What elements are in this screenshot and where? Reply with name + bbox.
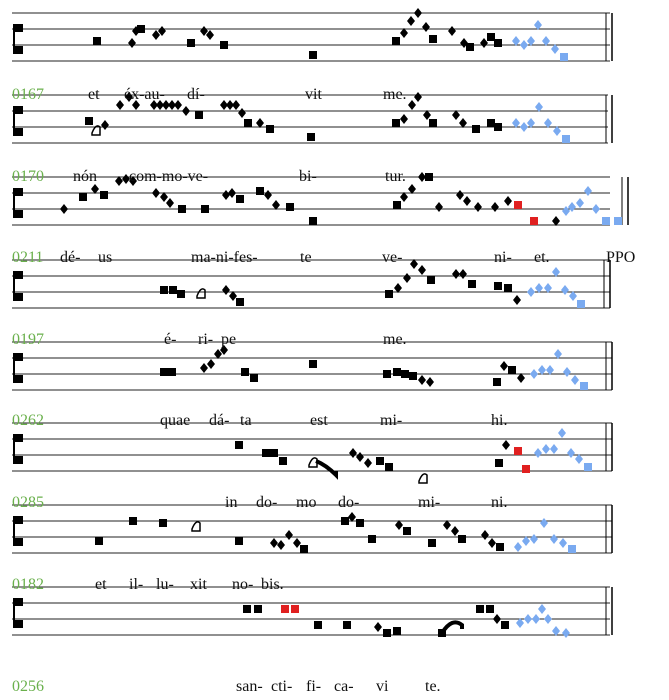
- rhombus-note: [532, 614, 540, 624]
- punctum-note: [241, 368, 249, 376]
- punctum-note: [160, 286, 168, 294]
- punctum-note: [95, 537, 103, 545]
- punctum-note: [368, 535, 376, 543]
- lyric-syllable: vit: [305, 86, 322, 103]
- lyric-syllable: et: [88, 86, 100, 103]
- c-clef-icon: [14, 189, 22, 217]
- punctum-note: [493, 378, 501, 386]
- lyric-syllable: tur.: [385, 168, 406, 185]
- punctum-note: [270, 449, 278, 457]
- rhombus-note: [520, 122, 528, 132]
- rhombus-note: [530, 534, 538, 544]
- rhombus-note: [166, 198, 174, 208]
- rhombus-note: [200, 363, 208, 373]
- punctum-note: [169, 286, 177, 294]
- punctum-note: [560, 53, 568, 61]
- c-clef-icon: [14, 107, 22, 135]
- lyric-syllable: lu-: [156, 576, 174, 593]
- punctum-note: [530, 217, 538, 225]
- system-label: 0211: [12, 249, 44, 266]
- rhombus-note: [418, 265, 426, 275]
- punctum-note: [85, 117, 93, 125]
- punctum-note: [343, 621, 351, 629]
- rhombus-note: [414, 92, 422, 102]
- punctum-note: [568, 545, 576, 553]
- punctum-note: [356, 519, 364, 527]
- rhombus-note: [349, 448, 357, 458]
- system-label: 0197: [12, 331, 44, 348]
- c-clef-icon: [14, 25, 22, 53]
- punctum-note: [177, 290, 185, 298]
- rhombus-note: [504, 196, 512, 206]
- lyric-syllable: me.: [383, 86, 407, 103]
- punctum-note: [429, 119, 437, 127]
- rhombus-note: [563, 367, 571, 377]
- lyric-syllable: do-: [338, 494, 360, 511]
- lyric-syllable: ri-: [198, 331, 214, 348]
- rhombus-note: [514, 542, 522, 552]
- punctum-note: [494, 39, 502, 47]
- rhombus-note: [174, 100, 182, 110]
- lyric-syllable: xit: [190, 576, 207, 593]
- lyric-syllable: mo: [296, 494, 317, 511]
- lyric-syllable: il-: [129, 576, 144, 593]
- punctum-note: [428, 539, 436, 547]
- punctum-note: [584, 463, 592, 471]
- lyric-syllable: ni.: [491, 494, 508, 511]
- oriscus-note: [192, 522, 200, 531]
- punctum-note: [385, 290, 393, 298]
- rhombus-note: [400, 114, 408, 124]
- punctum-note: [314, 621, 322, 629]
- rhombus-note: [530, 369, 538, 379]
- rhombus-note: [558, 428, 566, 438]
- rhombus-note: [534, 448, 542, 458]
- punctum-note: [562, 135, 570, 143]
- lyric-syllable: ve-: [382, 249, 403, 266]
- punctum-note: [496, 543, 504, 551]
- system-label: 0285: [12, 494, 44, 511]
- rhombus-note: [562, 628, 570, 638]
- rhombus-note: [524, 614, 532, 624]
- punctum-note: [281, 605, 289, 613]
- punctum-note: [494, 123, 502, 131]
- punctum-note: [580, 382, 588, 390]
- punctum-note: [195, 111, 203, 119]
- rhombus-note: [456, 190, 464, 200]
- lyric-syllable: dá-: [209, 412, 230, 429]
- rhombus-note: [559, 538, 567, 548]
- punctum-note: [476, 605, 484, 613]
- rhombus-note: [414, 8, 422, 18]
- punctum-note: [392, 119, 400, 127]
- rhombus-note: [567, 448, 575, 458]
- lyric-syllable: cti-: [271, 678, 293, 695]
- rhombus-note: [463, 196, 471, 206]
- lyric-syllable: et: [95, 576, 107, 593]
- lyric-syllable: me.: [383, 331, 407, 348]
- punctum-note: [494, 282, 502, 290]
- lyric-syllable: san-: [236, 678, 263, 695]
- punctum-note: [487, 119, 495, 127]
- punctum-note: [178, 205, 186, 213]
- lyric-syllable: nón: [73, 168, 97, 185]
- c-clef-icon: [14, 435, 22, 463]
- rhombus-note: [128, 38, 136, 48]
- rhombus-note: [285, 530, 293, 540]
- punctum-note: [514, 201, 522, 209]
- punctum-note: [262, 449, 270, 457]
- punctum-note: [244, 119, 252, 127]
- punctum-note: [235, 537, 243, 545]
- system-label: 0256: [12, 678, 44, 695]
- punctum-note: [429, 35, 437, 43]
- rhombus-note: [527, 287, 535, 297]
- rhombus-note: [493, 614, 501, 624]
- rhombus-note: [502, 440, 510, 450]
- punctum-note: [129, 517, 137, 525]
- rhombus-note: [60, 204, 68, 214]
- rhombus-note: [520, 40, 528, 50]
- punctum-note: [458, 535, 466, 543]
- rhombus-note: [550, 534, 558, 544]
- lyric-syllable: us: [98, 249, 113, 266]
- punctum-note: [495, 459, 503, 467]
- punctum-note: [79, 193, 87, 201]
- punctum-note: [393, 368, 401, 376]
- punctum-note: [341, 517, 349, 525]
- lyric-syllable: bis.: [261, 576, 284, 593]
- rhombus-note: [403, 273, 411, 283]
- c-clef-icon: [14, 354, 22, 382]
- rhombus-note: [561, 285, 569, 295]
- punctum-note: [392, 37, 400, 45]
- c-clef-icon: [14, 599, 22, 627]
- system-label: 0262: [12, 412, 44, 429]
- lyric-syllable: é-: [164, 331, 177, 348]
- rhombus-note: [264, 190, 272, 200]
- lyric-syllable: in: [225, 494, 238, 511]
- punctum-note: [486, 605, 494, 613]
- punctum-note: [235, 441, 243, 449]
- punctum-note: [468, 280, 476, 288]
- lyric-syllable: te: [300, 249, 312, 266]
- rhombus-note: [488, 538, 496, 548]
- rhombus-note: [356, 452, 364, 462]
- rhombus-note: [422, 22, 430, 32]
- punctum-note: [243, 605, 251, 613]
- punctum-note: [504, 284, 512, 292]
- rhombus-note: [435, 202, 443, 212]
- lyric-syllable: ni-: [494, 249, 512, 266]
- ligature-stroke: [316, 461, 336, 475]
- punctum-note: [137, 25, 145, 33]
- punctum-note: [383, 370, 391, 378]
- rhombus-note: [480, 38, 488, 48]
- lyric-syllable: fi-: [306, 678, 322, 695]
- rhombus-note: [407, 16, 415, 26]
- rhombus-note: [364, 458, 372, 468]
- rhombus-note: [374, 622, 382, 632]
- rhombus-note: [500, 361, 508, 371]
- lyric-syllable: éx-au-: [124, 86, 165, 103]
- rhombus-note: [542, 444, 550, 454]
- rhombus-note: [116, 100, 124, 110]
- rhombus-note: [228, 188, 236, 198]
- lyric-syllable: ma-ni-fes-: [191, 249, 258, 266]
- punctum-note: [385, 463, 393, 471]
- rhombus-note: [408, 100, 416, 110]
- rhombus-note: [222, 190, 230, 200]
- lyric-syllable: bi-: [299, 168, 317, 185]
- system-label: 0170: [12, 168, 44, 185]
- rhombus-note: [584, 186, 592, 196]
- punctum-note: [307, 133, 315, 141]
- punctum-note: [291, 605, 299, 613]
- rhombus-note: [459, 269, 467, 279]
- punctum-note: [393, 627, 401, 635]
- rhombus-note: [448, 26, 456, 36]
- punctum-note: [300, 545, 308, 553]
- punctum-note: [256, 187, 264, 195]
- punctum-note: [236, 298, 244, 306]
- punctum-note: [614, 217, 622, 225]
- punctum-note: [279, 457, 287, 465]
- punctum-note: [220, 41, 228, 49]
- lyric-syllable: mi-: [418, 494, 441, 511]
- lyric-syllable: ta: [240, 412, 252, 429]
- rhombus-note: [232, 100, 240, 110]
- c-clef-icon: [14, 272, 22, 300]
- punctum-note: [501, 621, 509, 629]
- oriscus-note: [197, 289, 205, 298]
- rhombus-note: [452, 269, 460, 279]
- punctum-note: [508, 366, 516, 374]
- lyric-syllable: ca-: [334, 678, 354, 695]
- lyric-syllable: et.: [534, 249, 550, 266]
- punctum-note: [577, 300, 585, 308]
- lyric-syllable: quae: [160, 412, 191, 429]
- punctum-note: [93, 37, 101, 45]
- lyric-syllable: dí-: [187, 86, 205, 103]
- rhombus-note: [418, 375, 426, 385]
- lyric-syllable: do-: [256, 494, 278, 511]
- c-clef-icon: [14, 517, 22, 545]
- rhombus-note: [544, 614, 552, 624]
- punctum-note: [254, 605, 262, 613]
- rhombus-note: [222, 285, 230, 295]
- rhombus-note: [451, 526, 459, 536]
- punctum-note: [100, 191, 108, 199]
- rhombus-note: [576, 198, 584, 208]
- lyric-syllable: te.: [425, 678, 441, 695]
- punctum-note: [487, 33, 495, 41]
- rhombus-note: [474, 202, 482, 212]
- rhombus-note: [491, 202, 499, 212]
- punctum-note: [514, 447, 522, 455]
- punctum-note: [159, 519, 167, 527]
- punctum-note: [266, 125, 274, 133]
- rhombus-note: [238, 108, 246, 118]
- rhombus-note: [101, 120, 109, 130]
- system-label: 0167: [12, 86, 44, 103]
- rhombus-note: [481, 530, 489, 540]
- punctum-note: [286, 203, 294, 211]
- lyric-syllable: dé-: [60, 249, 81, 266]
- lyric-syllable: no-: [232, 576, 254, 593]
- punctum-note: [522, 465, 530, 473]
- system-label: 0182: [12, 576, 44, 593]
- rhombus-note: [426, 377, 434, 387]
- punctum-note: [427, 276, 435, 284]
- punctum-note: [168, 368, 176, 376]
- rhombus-note: [152, 188, 160, 198]
- punctum-note: [401, 370, 409, 378]
- punctum-note: [472, 125, 480, 133]
- punctum-note: [466, 43, 474, 51]
- lyric-syllable: est: [310, 412, 328, 429]
- rhombus-note: [182, 106, 190, 116]
- mode-marker: PPO: [606, 249, 636, 266]
- punctum-note: [383, 629, 391, 637]
- rhombus-note: [277, 540, 285, 550]
- punctum-note: [393, 201, 401, 209]
- lyric-syllable: mi-: [380, 412, 403, 429]
- punctum-note: [425, 173, 433, 181]
- punctum-note: [602, 217, 610, 225]
- oriscus-note: [419, 474, 427, 483]
- punctum-note: [160, 368, 168, 376]
- lyric-syllable: vi: [376, 678, 389, 695]
- lyric-syllable: pe: [221, 331, 237, 348]
- rhombus-note: [293, 538, 301, 548]
- rhombus-note: [207, 359, 215, 369]
- punctum-note: [409, 372, 417, 380]
- rhombus-note: [270, 538, 278, 548]
- lyric-syllable: hi.: [491, 412, 508, 429]
- punctum-note: [309, 217, 317, 225]
- rhombus-note: [592, 204, 600, 214]
- rhombus-note: [550, 444, 558, 454]
- punctum-note: [403, 527, 411, 535]
- punctum-note: [250, 374, 258, 382]
- punctum-note: [309, 360, 317, 368]
- rhombus-note: [513, 295, 521, 305]
- punctum-note: [376, 457, 384, 465]
- rhombus-note: [571, 375, 579, 385]
- punctum-note: [309, 51, 317, 59]
- punctum-note: [236, 195, 244, 203]
- punctum-note: [187, 39, 195, 47]
- rhombus-note: [540, 518, 548, 528]
- rhombus-note: [418, 172, 426, 182]
- ligature-stroke: [442, 622, 462, 633]
- rhombus-note: [538, 604, 546, 614]
- lyric-syllable: com-mo-ve-: [129, 168, 209, 185]
- punctum-note: [201, 205, 209, 213]
